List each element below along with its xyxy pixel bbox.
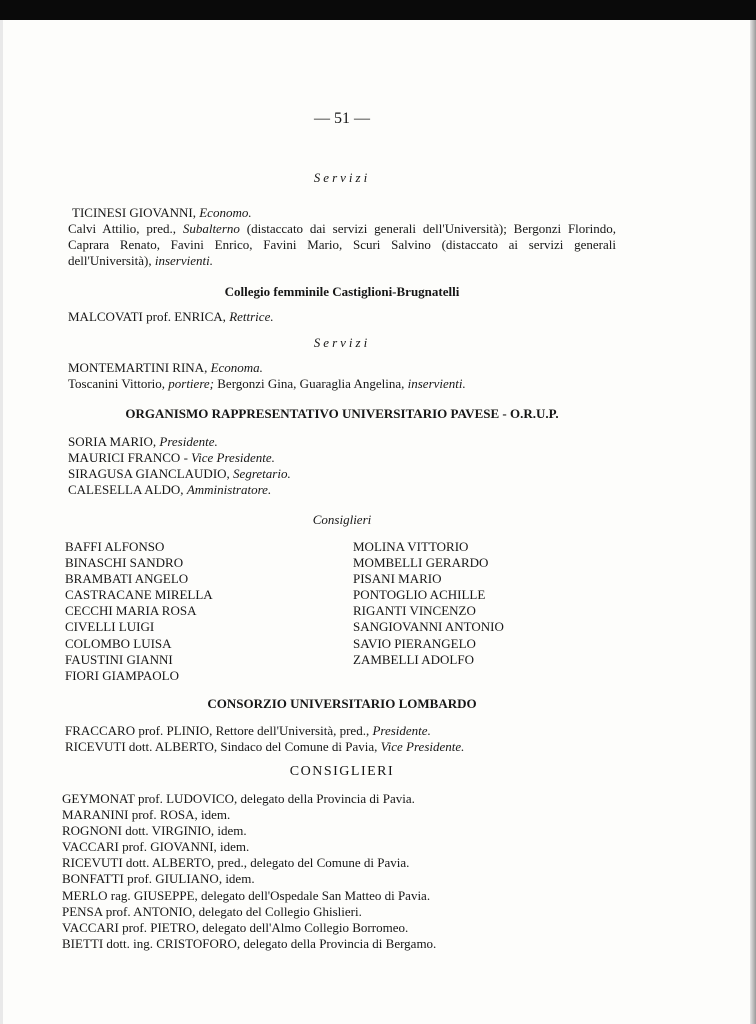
officer-name: SIRAGUSA GIANCLAUDIO, (68, 466, 234, 481)
list-item: FAUSTINI GIANNI (65, 651, 173, 667)
list-item: GEYMONAT prof. LUDOVICO, delegato della Provincia di Pavia. (62, 791, 415, 806)
list-item: MOLINA VITTORIO (353, 539, 469, 554)
portiere-role-1: portiere; (168, 376, 214, 391)
servizi-paragraph (68, 221, 616, 269)
portiere-line (68, 376, 466, 392)
collegio-heading: Collegio femminile Castiglioni-Brugnatelli (224, 284, 460, 299)
list-item: SANGIOVANNI ANTONIO (353, 619, 504, 635)
list-item: BONFATTI prof. GIULIANO, idem. (62, 871, 255, 887)
list-item: SAVIO PIERANGELO (353, 635, 476, 651)
list-item: PONTOGLIO ACHILLE (353, 587, 486, 603)
economa-role: Economa. (210, 360, 263, 375)
orup-officer (68, 450, 275, 466)
officer-role: Vice Presidente. (191, 450, 275, 465)
orup-officer (68, 482, 271, 498)
list-item: COLOMBO LUISA (65, 635, 172, 651)
rettrice-name: MALCOVATI prof. ENRICA, (68, 309, 230, 324)
list-item: RICEVUTI dott. ALBERTO, pred., delegato del Comune di Pavia. (62, 855, 410, 871)
page-number: — 51 — (314, 110, 370, 127)
officer-role: Presidente. (159, 434, 218, 449)
officer-name: RICEVUTI dott. ALBERTO, Sindaco del Comune di Pavia, (65, 739, 381, 754)
list-item: RIGANTI VINCENZO (353, 603, 476, 619)
portiere-text-1: Toscanini Vittorio, (68, 376, 169, 391)
list-item: ZAMBELLI ADOLFO (353, 651, 474, 667)
orup-heading: ORGANISMO RAPPRESENTATIVO UNIVERSITARIO PAVESE - O.R.U.P. (125, 406, 559, 421)
officer-name: CALESELLA ALDO, (68, 482, 187, 497)
list-item: PISANI MARIO (353, 571, 442, 587)
list-item: BRAMBATI ANGELO (65, 571, 189, 587)
list-item: CECCHI MARIA ROSA (65, 603, 197, 619)
consiglieri-left-column (65, 539, 213, 684)
list-item: MOMBELLI GERARDO (353, 555, 489, 571)
officer-role: Vice Presidente. (380, 739, 465, 754)
para-role-1: Subalterno (182, 221, 240, 236)
officer-name: SORIA MARIO, (68, 434, 160, 449)
consorzio-officer (65, 723, 431, 739)
list-item: BAFFI ALFONSO (65, 539, 165, 554)
officer-role: Segretario. (233, 466, 291, 481)
rettrice-line (68, 309, 274, 325)
para-role-2: inservienti. (154, 253, 213, 268)
economa-line (68, 360, 263, 376)
consiglieri-right-column (353, 539, 504, 668)
rettrice-role: Rettrice. (229, 309, 274, 324)
list-item: BIETTI dott. ing. CRISTOFORO, delegato della Provincia di Bergamo. (62, 935, 437, 951)
list-item: VACCARI prof. PIETRO, delegato dell'Almo Collegio Borromeo. (62, 919, 409, 935)
economo-role: Economo. (199, 205, 252, 220)
officer-name: FRACCARO prof. PLINIO, Rettore dell'Università, pred., (65, 723, 373, 738)
economo-line (72, 205, 252, 221)
list-item: FIORI GIAMPAOLO (65, 667, 180, 683)
officer-role: Presidente. (372, 723, 431, 738)
portiere-text-2: Bergonzi Gina, Guaraglia Angelina, (214, 376, 408, 391)
list-item: CIVELLI LUIGI (65, 619, 155, 635)
orup-officer (68, 434, 218, 450)
list-item: MERLO rag. GIUSEPPE, delegato dell'Ospedale San Matteo di Pavia. (62, 887, 431, 903)
para-text-2: (distaccato dai servizi generali dell'Università); Bergonzi Florindo, Caprara Renato, Favini Enrico, Favini Mario, Scuri Salvino (distaccato ai servizi generali dell'Università), (68, 221, 616, 268)
list-item: CASTRACANE MIRELLA (65, 587, 213, 603)
consorzio-consiglieri-heading: CONSIGLIERI (289, 764, 395, 779)
officer-name: MAURICI FRANCO - (68, 450, 192, 465)
para-text-1: Calvi Attilio, pred., (68, 221, 183, 236)
economa-name: MONTEMARTINI RINA, (68, 360, 211, 375)
consorzio-heading: CONSORZIO UNIVERSITARIO LOMBARDO (207, 696, 477, 711)
list-item: VACCARI prof. GIOVANNI, idem. (62, 839, 250, 855)
orup-officer (68, 466, 291, 482)
list-item: BINASCHI SANDRO (65, 555, 184, 571)
list-item: PENSA prof. ANTONIO, delegato del Collegio Ghislieri. (62, 903, 362, 919)
list-item: ROGNONI dott. VIRGINIO, idem. (62, 823, 247, 839)
consorzio-officer (65, 739, 464, 755)
consorzio-consiglieri-list (62, 791, 436, 952)
servizi-heading: Servizi (313, 170, 371, 185)
orup-consiglieri-heading: Consiglieri (312, 512, 372, 527)
economo-name: TICINESI GIOVANNI, (72, 205, 200, 220)
portiere-role-2: inservienti. (407, 376, 466, 391)
servizi-heading-2: Servizi (313, 335, 371, 350)
officer-role: Amministratore. (186, 482, 272, 497)
list-item: MARANINI prof. ROSA, idem. (62, 807, 231, 823)
